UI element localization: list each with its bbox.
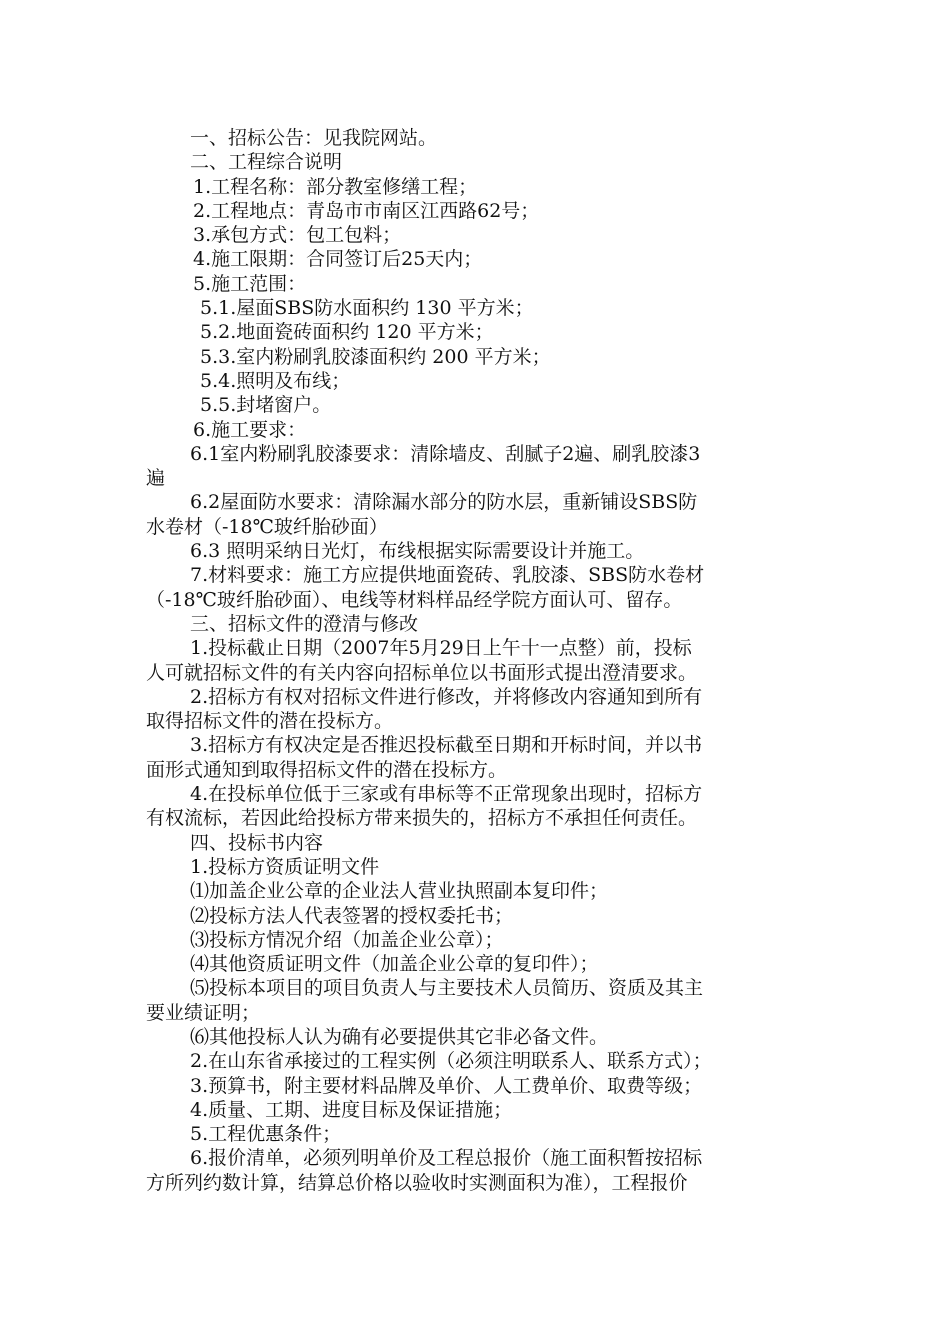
paragraph-line: 5.施工范围： bbox=[193, 272, 307, 295]
paragraph-line: 人可就招标文件的有关内容向招标单位以书面形式提出澄清要求。 bbox=[146, 661, 698, 684]
paragraph-line: 5.4.照明及布线； bbox=[200, 369, 351, 392]
paragraph-line: 3.预算书，附主要材料品牌及单价、人工费单价、取费等级； bbox=[190, 1074, 703, 1097]
paragraph-line: 7.材料要求：施工方应提供地面瓷砖、乳胶漆、SBS防水卷材 bbox=[190, 564, 705, 587]
paragraph-line: 5.5.封堵窗户。 bbox=[200, 394, 332, 417]
paragraph-line: 面形式通知到取得招标文件的潜在投标方。 bbox=[146, 758, 508, 781]
paragraph-line: 4.施工限期：合同签订后25天内； bbox=[193, 248, 483, 271]
paragraph-line: ⑴加盖企业公章的企业法人营业执照副本复印件； bbox=[190, 880, 609, 903]
paragraph-line: 6.报价清单，必须列明单价及工程总报价（施工面积暂按招标 bbox=[190, 1147, 703, 1170]
paragraph-line: 6.施工要求： bbox=[193, 418, 307, 441]
paragraph-line: 1.投标截止日期（2007年5月29日上午十一点整）前，投标 bbox=[190, 637, 692, 660]
paragraph-line: 1.投标方资质证明文件 bbox=[190, 855, 380, 878]
paragraph-line: 5.3.室内粉刷乳胶漆面积约 200 平方米； bbox=[200, 345, 551, 368]
paragraph-line: ⑶投标方情况介绍（加盖企业公章）； bbox=[190, 928, 504, 951]
section-heading: 四、投标书内容 bbox=[190, 831, 324, 854]
paragraph-line: 5.1.屋面SBS防水面积约 130 平方米； bbox=[200, 297, 534, 320]
section-heading: 一、招标公告：见我院网站。 bbox=[190, 127, 438, 149]
paragraph-line: 方所列约数计算，结算总价格以验收时实测面积为准），工程报价 bbox=[146, 1171, 688, 1194]
paragraph-line: 2.工程地点：青岛市市南区江西路62号； bbox=[193, 199, 540, 222]
section-heading: 二、工程综合说明 bbox=[190, 151, 343, 174]
paragraph-line: ⑷其他资质证明文件（加盖企业公章的复印件）； bbox=[190, 953, 599, 976]
paragraph-line: ⑸投标本项目的项目负责人与主要技术人员简历、资质及其主 bbox=[190, 977, 704, 1000]
paragraph-line: 2.在山东省承接过的工程实例（必须注明联系人、联系方式）； bbox=[190, 1050, 712, 1073]
paragraph-line: 5.2.地面瓷砖面积约 120 平方米； bbox=[200, 321, 494, 344]
paragraph-line: 6.1室内粉刷乳胶漆要求：清除墙皮、刮腻子2遍、刷乳胶漆3 bbox=[190, 442, 701, 465]
paragraph-line: ⑵投标方法人代表签署的授权委托书； bbox=[190, 904, 514, 927]
paragraph-line: 5.工程优惠条件； bbox=[190, 1123, 342, 1146]
paragraph-line: 遍 bbox=[146, 467, 166, 490]
paragraph-line: 有权流标，若因此给投标方带来损失的，招标方不承担任何责任。 bbox=[146, 807, 698, 830]
paragraph-line: 要业绩证明； bbox=[146, 1001, 261, 1024]
paragraph-line: 6.2屋面防水要求：清除漏水部分的防水层，重新铺设SBS防 bbox=[190, 491, 698, 514]
paragraph-line: （-18℃玻纤胎砂面）、电线等材料样品经学院方面认可、留存。 bbox=[146, 588, 683, 611]
paragraph-line: 水卷材（-18℃玻纤胎砂面） bbox=[146, 515, 388, 538]
paragraph-line: 3.招标方有权决定是否推迟投标截至日期和开标时间，并以书 bbox=[190, 734, 703, 757]
paragraph-line: ⑹其他投标人认为确有必要提供其它非必备文件。 bbox=[190, 1025, 609, 1048]
paragraph-line: 4.质量、工期、进度目标及保证措施； bbox=[190, 1098, 513, 1121]
paragraph-line: 4.在投标单位低于三家或有串标等不正常现象出现时，招标方 bbox=[190, 783, 703, 806]
document-body bbox=[146, 126, 810, 1195]
paragraph-line: 1.工程名称：部分教室修缮工程； bbox=[193, 175, 478, 198]
paragraph-line: 2.招标方有权对招标文件进行修改，并将修改内容通知到所有 bbox=[190, 685, 703, 708]
paragraph-line: 3.承包方式：包工包料； bbox=[193, 224, 402, 247]
section-heading: 三、招标文件的澄清与修改 bbox=[190, 612, 419, 635]
paragraph-line: 6.3 照明采纳日光灯，布线根据实际需要设计并施工。 bbox=[190, 540, 645, 563]
paragraph-line: 取得招标文件的潜在投标方。 bbox=[146, 710, 394, 733]
